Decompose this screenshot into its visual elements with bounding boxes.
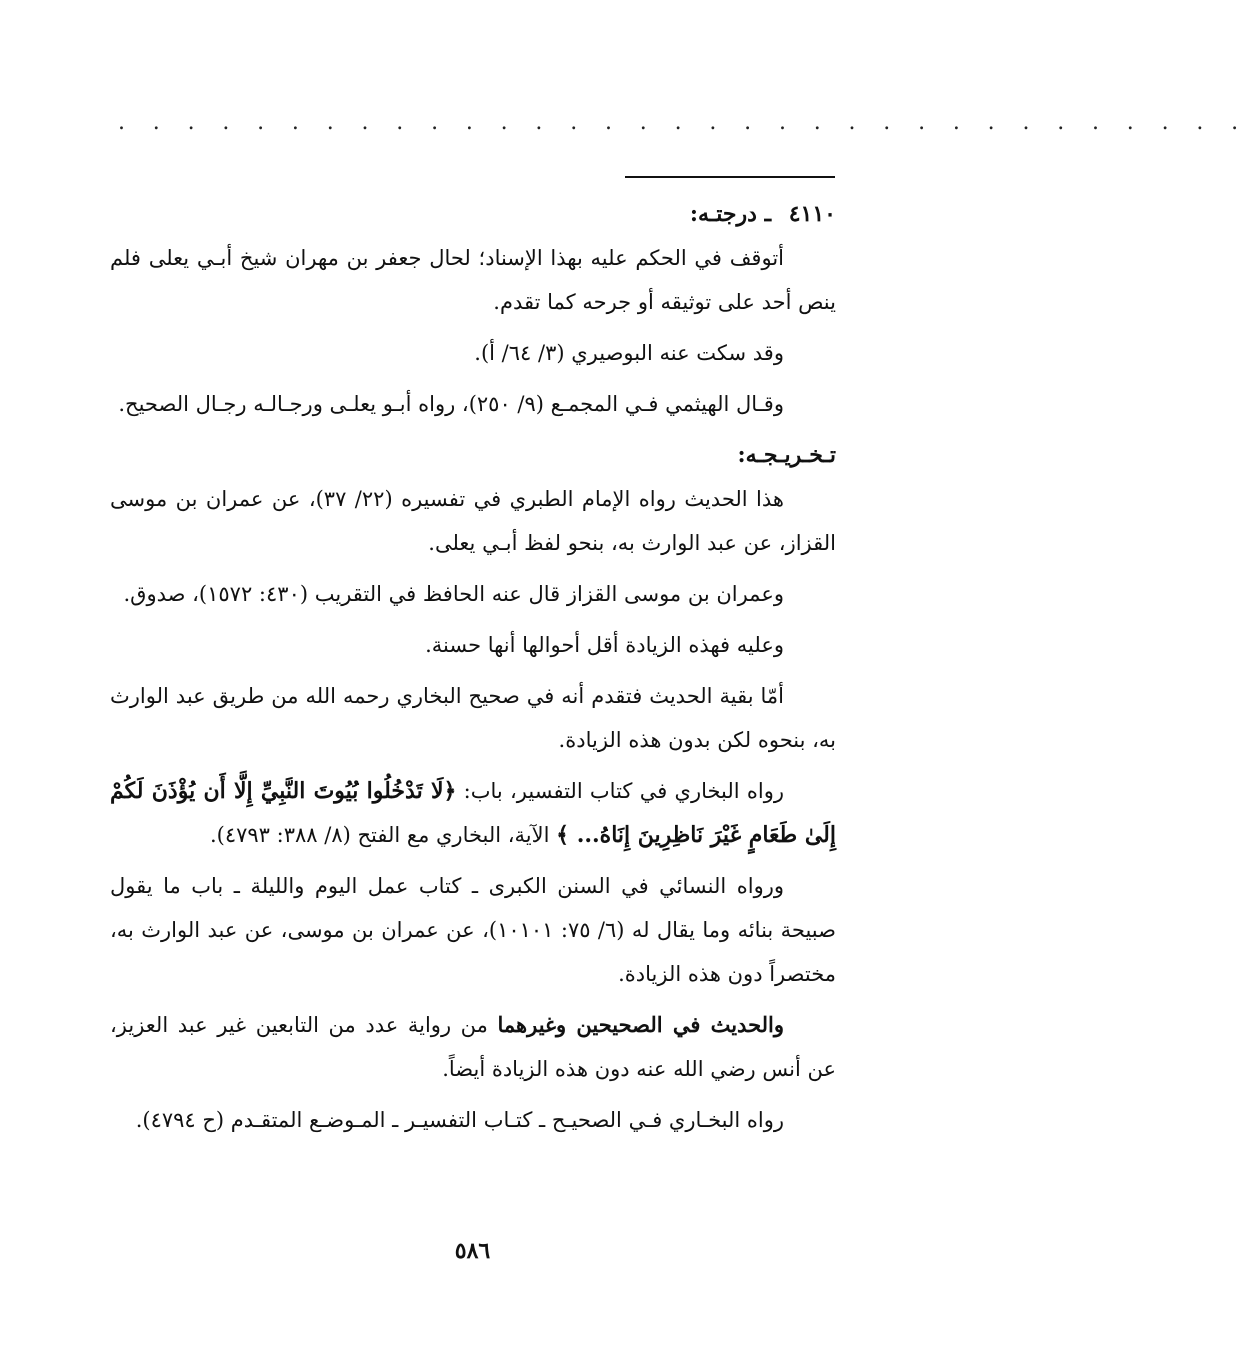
grading-paragraph-3: وقـال الهيثمي فـي المجمـع (٩/ ٢٥٠)، رواه أبـو يعلـى ورجـالـه رجـال الصحيح.: [118, 392, 784, 416]
takhrij-paragraph-3: وعليه فهذه الزيادة أقل أحوالها أنها حسنة.: [425, 633, 784, 657]
grading-heading: [110, 192, 836, 236]
footnote-rule: [625, 176, 835, 178]
hadith-number: ٤١١٠: [788, 201, 836, 227]
last-paragraph: رواه البخـاري فـي الصحيـح ـ كتـاب التفسيـر ـ المـوضـع المتقـدم (ح ٤٧٩٤).: [135, 1108, 784, 1132]
bukhari-tafsir-after: الآية، البخاري مع الفتح (٨/ ٣٨٨: ٤٧٩٣).: [209, 823, 557, 847]
bukhari-tafsir-before: رواه البخاري في كتاب التفسير، باب:: [456, 779, 784, 803]
heading-dash: ـ: [764, 201, 772, 227]
takhrij-heading: تـخـريـجـه:: [737, 442, 836, 468]
grading-title: درجتـه:: [689, 201, 757, 227]
sahihayn-bold: والحديث في الصحيحين وغيرهما: [497, 1012, 784, 1037]
separator-dots: . . . . . . . . . . . . . . . . . . . . . . . . . . . . . . . . .: [118, 110, 1249, 135]
takhrij-paragraph-4: أمّا بقية الحديث فتقدم أنه في صحيح البخاري رحمه الله من طريق عبد الوارث به، بنحوه لكن بدون هذه الزيادة.: [110, 684, 836, 752]
main-text: [110, 192, 836, 1149]
takhrij-paragraph-1: هذا الحديث رواه الإمام الطبري في تفسيره (٢٢/ ٣٧)، عن عمران بن موسى القزاز، عن عبد الوارث به، بنحو لفظ أبـي يعلى.: [110, 487, 836, 555]
sahihayn-paragraph: [110, 1003, 836, 1091]
nasai-paragraph: ورواه النسائي في السنن الكبرى ـ كتاب عمل اليوم والليلة ـ باب ما يقول صبيحة بنائه وما يقال له (٦/ ٧٥: ١٠١٠١)، عن عمران بن موسى، عن عبد الوارث به، مختصراً دون هذه الزيادة.: [110, 874, 836, 986]
sahihayn-rest: من رواية عدد من التابعين غير عبد العزيز، عن أنس رضي الله عنه دون هذه الزيادة أيضاً.: [110, 1013, 836, 1081]
page-number: ٥٨٦: [454, 1238, 491, 1264]
quran-verse: ﴿لَا تَدْخُلُوا بُيُوتَ النَّبِيِّ إِلَّا أَن يُؤْذَنَ لَكُمْ إِلَىٰ طَعَامٍ غَيْرَ نَاظِرِينَ إِنَاهُ... ﴾: [110, 778, 836, 848]
bukhari-tafsir-paragraph: [110, 769, 836, 857]
takhrij-paragraph-2: وعمران بن موسى القزاز قال عنه الحافظ في التقريب (٤٣٠: ١٥٧٢)، صدوق.: [123, 582, 784, 606]
grading-paragraph-1: أتوقف في الحكم عليه بهذا الإسناد؛ لحال جعفر بن مهران شيخ أبـي يعلى فلم ينص أحد على توثيقه أو جرحه كما تقدم.: [110, 246, 836, 314]
grading-paragraph-2: وقد سكت عنه البوصيري (٣/ ٦٤/ أ).: [474, 341, 784, 365]
